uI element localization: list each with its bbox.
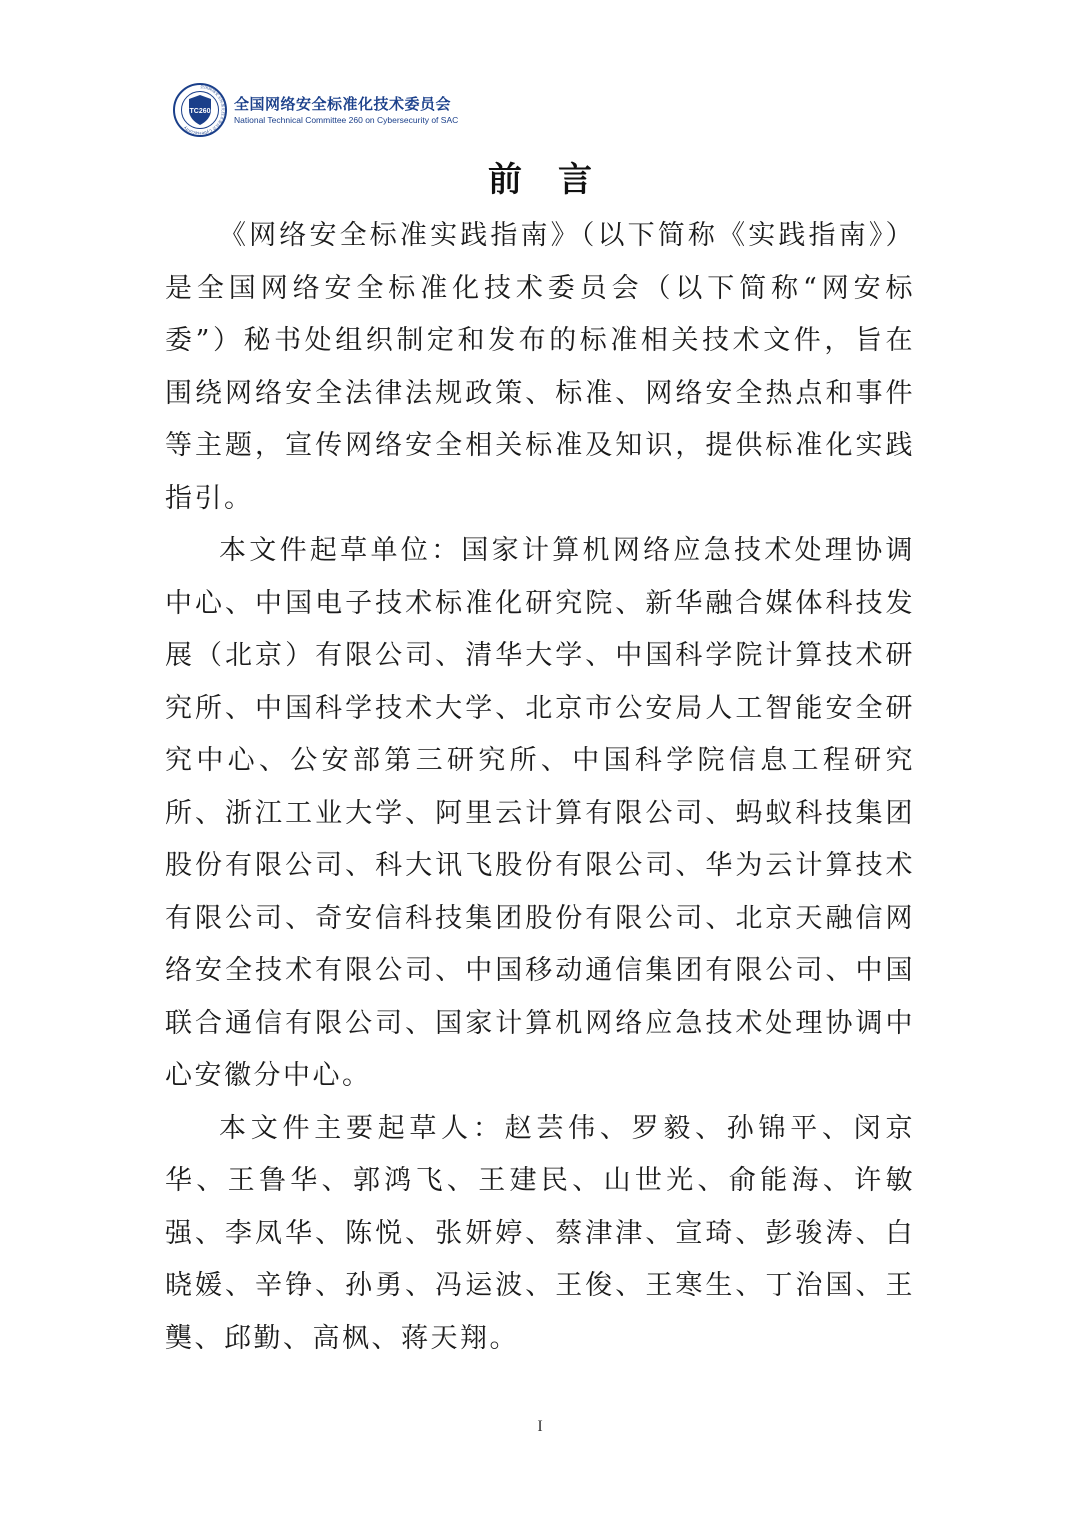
page-header — [172, 82, 458, 138]
page-number: I — [537, 1418, 543, 1435]
svg-text:TC260: TC260 — [189, 108, 211, 115]
org-name-en: National Technical Committee 260 on Cybersecurity of SAC — [234, 115, 459, 125]
page-title: 前言 — [488, 160, 628, 200]
document-body — [165, 210, 915, 1365]
tc260-logo-icon — [172, 82, 228, 138]
org-name-cn: 全国网络安全标准化技术委员会 — [234, 95, 452, 113]
org-name-block — [234, 94, 458, 126]
svg-text:全国网络安全标准化技术委员会 Cybersecurity: 全国网络安全标准化技术委员会 Cybersecurity — [182, 83, 226, 137]
paragraph-drafters: 本文件主要起草人：赵芸伟、罗毅、孙锦平、闵京华、王鲁华、郭鸿飞、王建民、山世光、俞能海、许敏强、李凤华、陈悦、张妍婷、蔡津津、宣琦、彭骏涛、白晓媛、辛铮、孙勇、冯运波、王俊、王寒生、丁治国、王龑、邱勤、高枫、蒋天翔。 — [165, 1112, 915, 1354]
paragraph-intro: 《网络安全标准实践指南》（以下简称《实践指南》）是全国网络安全标准化技术委员会（以下简称“网安标委”）秘书处组织制定和发布的标准相关技术文件，旨在围绕网络安全法律法规政策、标准、网络安全热点和事件等主题，宣传网络安全相关标准及知识，提供标准化实践指引。 — [165, 220, 915, 514]
paragraph-drafting-units: 本文件起草单位：国家计算机网络应急技术处理协调中心、中国电子技术标准化研究院、新华融合媒体科技发展（北京）有限公司、清华大学、中国科学院计算技术研究所、中国科学技术大学、北京市公安局人工智能安全研究中心、公安部第三研究所、中国科学院信息工程研究所、浙江工业大学、阿里云计算有限公司、蚂蚁科技集团股份有限公司、科大讯飞股份有限公司、华为云计算技术有限公司、奇安信科技集团股份有限公司、北京天融信网络安全技术有限公司、中国移动通信集团有限公司、中国联合通信有限公司、国家计算机网络应急技术处理协调中心安徽分中心。 — [165, 535, 915, 1091]
